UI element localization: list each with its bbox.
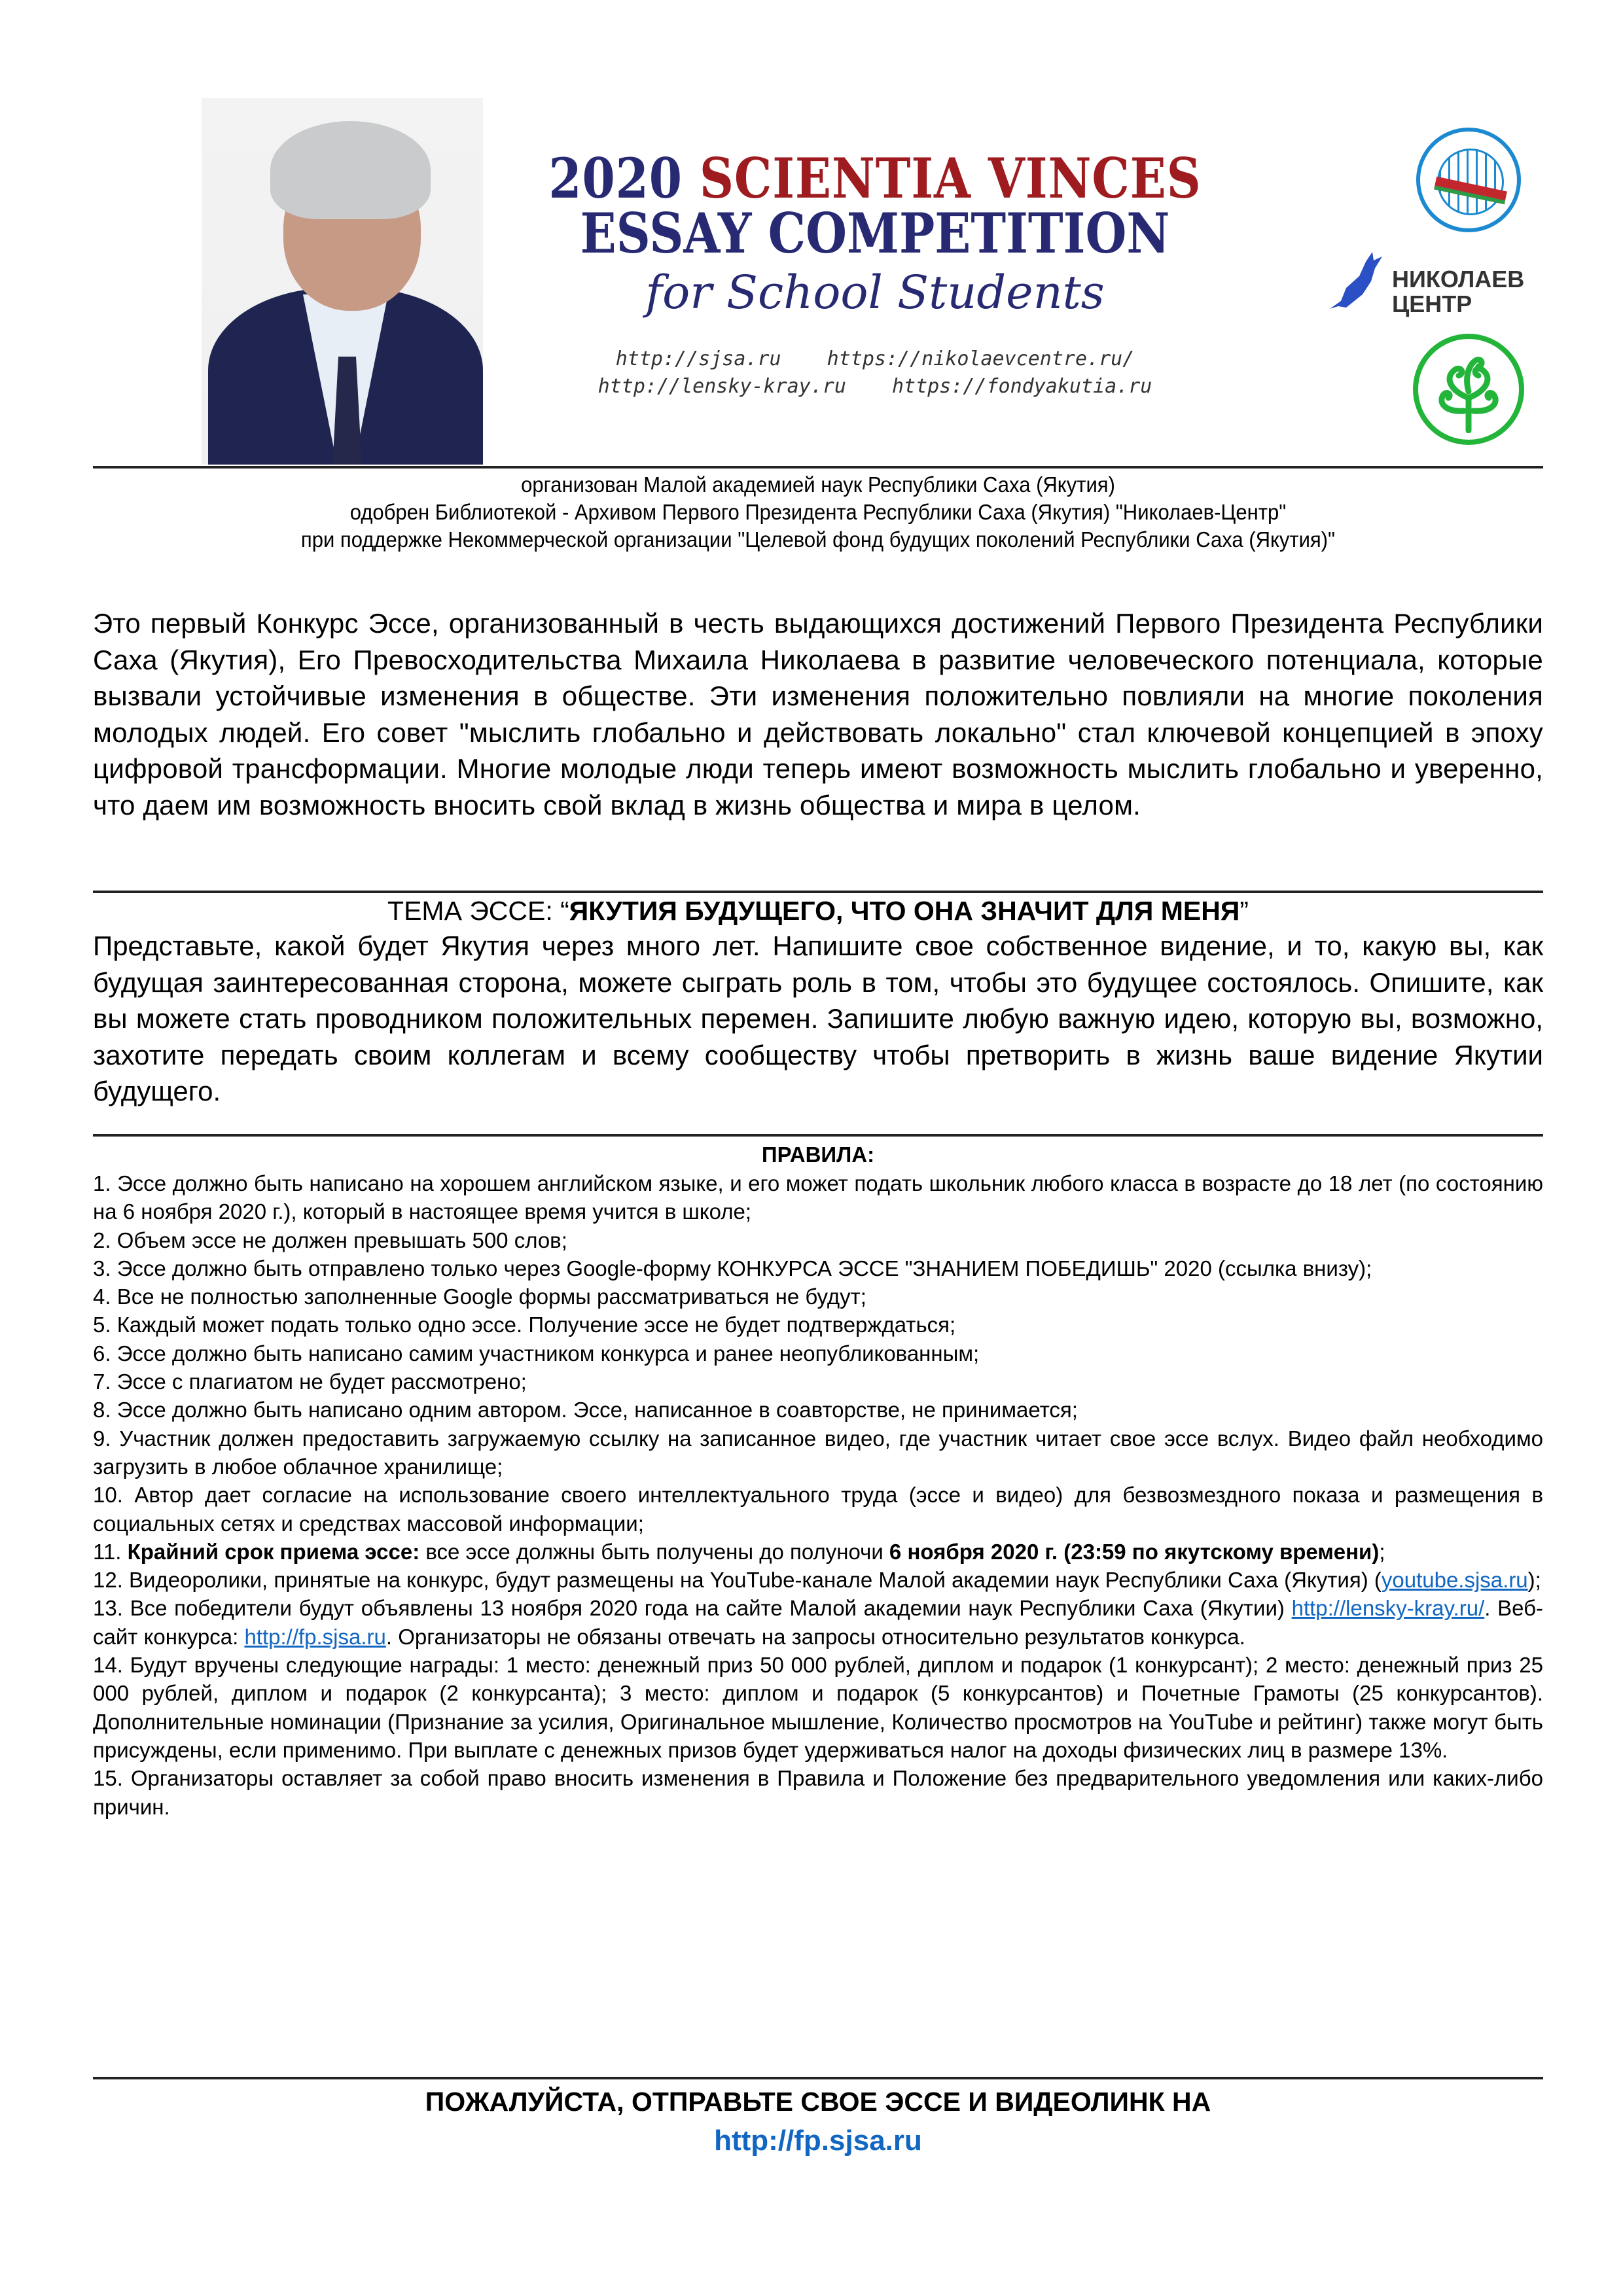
rules-heading: ПРАВИЛА: [761, 1142, 875, 1167]
intro-paragraph: Это первый Конкурс Эссе, организованный в честь выдающихся достижений Первого Президента Республики Саха (Якутия), Его Превосходительства Михаила Николаева в развитие человеческого потенциала, которые вызвали устойчивые изменения в обществе. Эти изменения положительно повлияли на многие поколения молодых людей. Его совет "мыслить глобально и действовать локально" стал ключевой концепцией в эпоху цифровой трансформации. Многие молодые люди теперь имеют возможность мыслить глобально и уверенно, что даем им возможность вносить свой вклад в жизнь общества и мира в целом. [93, 608, 1543, 821]
organizer-line: организован Малой академией наук Республики Саха (Якутия) [521, 472, 1115, 497]
banner-url-sjsa: http://sjsa.ru [615, 347, 781, 370]
rule-item: 9. Участник должен предоставить загружаемую ссылку на записанное видео, где участник читает свое эссе вслух. Видео файл необходимо загрузить в любое облачное хранилище; [93, 1426, 1543, 1479]
organizers-block [136, 471, 1499, 554]
rule-item: 1. Эссе должно быть написано на хорошем английском языке, и его может подать школьник любого класса в возрасте до 18 лет (по состоянию на 6 ноября 2020 г.), который в настоящее время учится в школе; [93, 1171, 1543, 1224]
divider [93, 2077, 1543, 2079]
essay-theme-heading [93, 894, 1543, 927]
close-quote: ” [1240, 896, 1249, 926]
portrait-photo [202, 98, 483, 465]
rule-item-youtube [93, 1566, 1543, 1594]
nikolaev-centre-logo [1327, 249, 1523, 321]
youtube-link[interactable]: youtube.sjsa.ru [1381, 1568, 1528, 1593]
banner-title-line1 [540, 146, 1209, 211]
rule-item: 5. Каждый может подать только одно эссе. Получение эссе не будет подтверждаться; [93, 1313, 956, 1337]
divider [93, 1134, 1543, 1137]
nikolaev-line2: ЦЕНТР [1392, 291, 1472, 317]
banner-url-nikolaevcentre: https://nikolaevcentre.ru/ [827, 347, 1135, 370]
future-generations-fund-logo [1413, 334, 1524, 445]
fp-sjsa-link[interactable]: http://fp.sjsa.ru [244, 1624, 386, 1649]
banner-subtitle: for School Students [645, 266, 1105, 319]
rule-item-prizes: 14. Будут вручены следующие награды: 1 место: денежный приз 50 000 рублей, диплом и подарок (1 конкурсант); 2 место: денежный приз 25 000 рублей, диплом и подарок (2 конкурсанта); 3 место: диплом и подарок (5 конкурсантов) и Почетные Грамоты (25 конкурсантов). Дополнительные номинации (Признание за усилия, Оригинальное мышление, Количество просмотров на YouTube и рейтинг) также могут быть присуждены, если применимо. При выплате с денежных призов будет удерживаться налог на доходы физических лиц в размере 13%. [93, 1653, 1543, 1762]
punctuation: ); [1527, 1568, 1541, 1593]
rule-item: 8. Эссе должно быть написано одним автором. Эссе, написанное в соавторстве, не принимается; [93, 1398, 1078, 1422]
rule-text: 13. Все победители будут объявлены 13 ноября 2020 года на сайте Малой академии наук Республики Саха (Якутии) [93, 1596, 1292, 1621]
rule-item-changes: 15. Организаторы оставляет за собой право вносить изменения в Правила и Положение без предварительного уведомления или каких-либо причин. [93, 1766, 1543, 1819]
banner-title-red: SCIENTIA VINCES [699, 146, 1202, 211]
sponsor-logos [1232, 118, 1525, 458]
rule-item: 10. Автор дает согласие на использование своего интеллектуального труда (эссе и видео) для безвозмездного показа и размещения в социальных сетях и средствах массовой информации; [93, 1483, 1543, 1536]
rule-item: 2. Объем эссе не должен превышать 500 слов; [93, 1227, 567, 1252]
academy-logo [1416, 128, 1521, 232]
open-quote: “ [560, 896, 569, 926]
tree-icon [1425, 345, 1512, 433]
deadline-date: 6 ноября 2020 г. (23:59 по якутскому времени) [889, 1539, 1380, 1564]
banner-urls [486, 345, 1264, 400]
submission-link[interactable]: http://fp.sjsa.ru [714, 2125, 922, 2157]
organizer-line: при поддержке Некоммерческой организации "Целевой фонд будущих поколений Республики Саха (Якутия)" [300, 527, 1336, 552]
rule-item: 4. Все не полностью заполненные Google формы рассматриваться не будут; [93, 1284, 866, 1309]
banner-url-fondyakutia: https://fondyakutia.ru [892, 375, 1152, 398]
punctuation: ; [1379, 1539, 1385, 1564]
competition-banner [486, 146, 1264, 400]
lensky-kray-link[interactable]: http://lensky-kray.ru/ [1291, 1596, 1485, 1621]
rule-item: 3. Эссе должно быть отправлено только через Google-форму КОНКУРСА ЭССЕ "ЗНАНИЕМ ПОБЕДИШЬ" 2020 (ссылка внизу); [93, 1256, 1372, 1280]
submit-call-to-action: ПОЖАЛУЙСТА, ОТПРАВЬТЕ СВОЕ ЭССЕ И ВИДЕОЛИНК НА [425, 2087, 1211, 2117]
rule-item-winners [93, 1594, 1543, 1651]
essay-theme-body: Представьте, какой будет Якутия через много лет. Напишите свое собственное видение, и то, какую вы, как будущая заинтересованная сторона, можете сыграть роль в том, чтобы это будущее состоялось. Опишите, как вы можете стать проводником положительных перемен. Запишите любую важную идею, которую вы, возможно, захотите передать своим коллегам и всему сообществу чтобы претворить в жизнь ваше видение Якутии будущего. [93, 930, 1543, 1106]
banner-title-line2: ESSAY COMPETITION [580, 201, 1170, 266]
nikolaev-centre-text [1392, 267, 1524, 317]
deadline-label: Крайний срок приема эссе: [127, 1539, 420, 1564]
theme-title: ЯКУТИЯ БУДУЩЕГО, ЧТО ОНА ЗНАЧИТ ДЛЯ МЕНЯ [569, 896, 1240, 926]
organizer-line: одобрен Библиотекой - Архивом Первого Президента Республики Саха (Якутия) "Николаев-Центр" [349, 500, 1287, 524]
banner-year: 2020 [548, 146, 683, 211]
rule-text: . Организаторы не обязаны отвечать на запросы относительно результатов конкурса. [385, 1624, 1245, 1649]
rule-number: 11. [93, 1539, 128, 1564]
rule-item-deadline [93, 1538, 1543, 1566]
divider [93, 891, 1543, 893]
eagle-icon [1327, 249, 1385, 314]
theme-label: ТЕМА ЭССЕ: [387, 896, 561, 926]
rule-item: 6. Эссе должно быть написано самим участником конкурса и ранее неопубликованным; [93, 1341, 980, 1366]
divider [93, 466, 1543, 468]
nikolaev-line1: НИКОЛАЕВ [1392, 266, 1525, 292]
header [93, 0, 1543, 466]
rules-list [93, 1169, 1543, 1821]
banner-url-lensky: http://lensky-kray.ru [597, 375, 846, 398]
portrait-hair [270, 121, 431, 219]
rule-text: 12. Видеоролики, принятые на конкурс, будут размещены на YouTube-канале Малой академии наук Республики Саха (Якутия) ( [93, 1568, 1382, 1593]
rule-item: 7. Эссе с плагиатом не будет рассмотрено; [93, 1369, 527, 1394]
deadline-text: все эссе должны быть получены до полуночи [419, 1539, 889, 1564]
rule-text: . Веб-сайт конкурса: [93, 1596, 1543, 1649]
